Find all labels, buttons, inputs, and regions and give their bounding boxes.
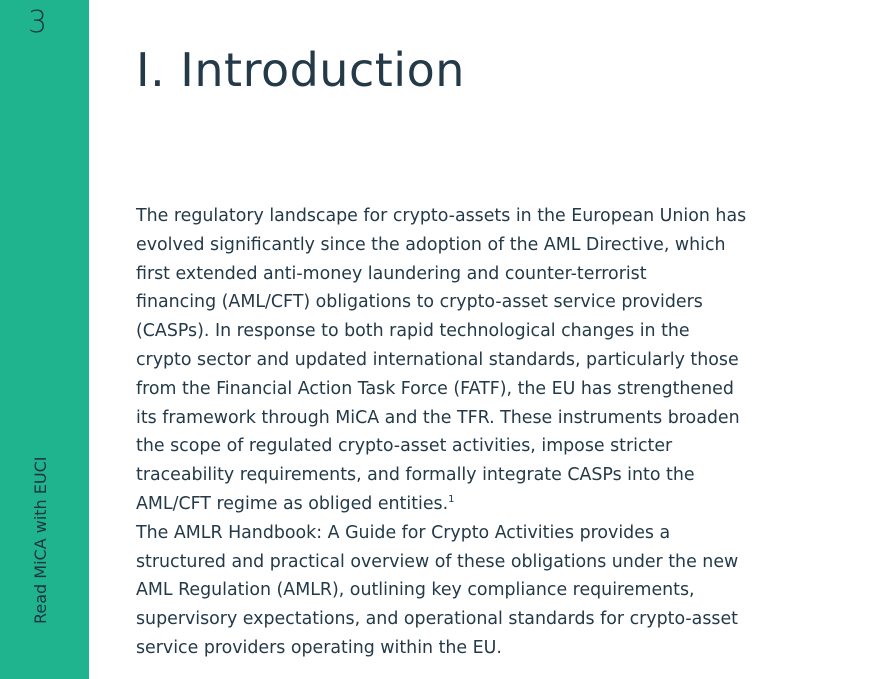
paragraph-line: structured and practical overview of these obligations under the new xyxy=(136,551,739,572)
paragraph-1 xyxy=(136,202,836,519)
paragraph-line: traceability requirements, and formally integrate CASPs into the xyxy=(136,465,695,486)
paragraph-line: first extended anti-money laundering and counter-terrorist xyxy=(136,263,647,284)
paragraph-line: The regulatory landscape for crypto-assets in the European Union has xyxy=(136,206,747,226)
paragraph-line: The AMLR Handbook: A Guide for Crypto Activities provides a xyxy=(136,522,671,543)
page-number: 3 xyxy=(28,5,48,40)
paragraph-line: (CASPs). In response to both rapid technological changes in the xyxy=(136,321,690,342)
paragraph-line: the scope of regulated crypto-asset activities, impose stricter xyxy=(136,436,673,457)
paragraph-line: financing (AML/CFT) obligations to crypto-asset service providers xyxy=(136,292,703,313)
paragraph-line: AML Regulation (AMLR), outlining key compliance requirements, xyxy=(136,580,695,601)
paragraph-line: evolved significantly since the adoption of the AML Directive, which xyxy=(136,234,726,255)
body-text xyxy=(136,202,836,663)
paragraph-line: AML/CFT regime as obliged entities. xyxy=(136,493,449,514)
paragraph-line: crypto sector and updated international standards, particularly those xyxy=(136,349,739,370)
paragraph-line: its framework through MiCA and the TFR. These instruments broaden xyxy=(136,407,740,428)
paragraph-line: from the Financial Action Task Force (FATF), the EU has strengthened xyxy=(136,378,734,399)
paragraph-line: service providers operating within the EU. xyxy=(136,637,502,658)
sidebar xyxy=(0,0,89,679)
sidebar-label: Read MiCA with EUCI xyxy=(31,456,50,624)
paragraph-last-line xyxy=(136,490,836,519)
footnote-ref[interactable]: 1 xyxy=(448,494,455,506)
paragraph-2 xyxy=(136,519,836,663)
paragraph-line: supervisory expectations, and operational standards for crypto-asset xyxy=(136,609,738,630)
section-title: I. Introduction xyxy=(136,43,465,97)
